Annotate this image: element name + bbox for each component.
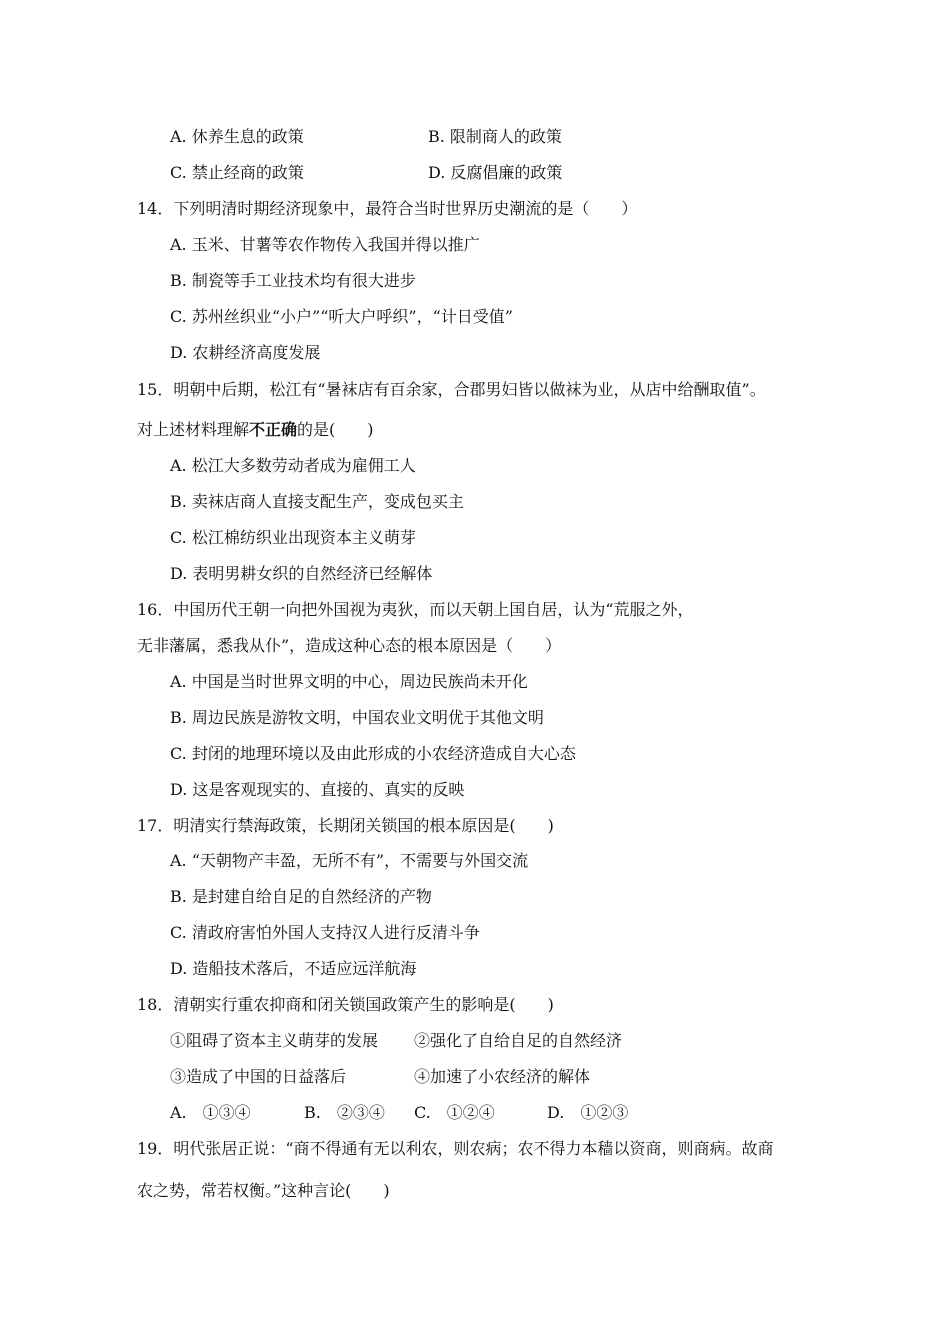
q15-stem-line2	[137, 419, 374, 441]
q17-option-c: C. 清政府害怕外国人支持汉人进行反清斗争	[170, 923, 480, 942]
q14-option-a: A. 玉米、甘薯等农作物传入我国并得以推广	[170, 235, 480, 254]
q15-stem-pre: 对上述材料理解	[137, 420, 250, 439]
q16-option-b: B. 周边民族是游牧文明，中国农业文明优于其他文明	[170, 708, 544, 727]
q18-option-c: C. ①②④	[414, 1103, 495, 1122]
q19-stem-line1: 19．明代张居正说：“商不得通有无以利农，则农病；农不得力本穑以资商，则商病。故商	[137, 1139, 774, 1158]
q15-option-d: D. 表明男耕女织的自然经济已经解体	[170, 564, 433, 583]
q16-option-a: A. 中国是当时世界文明的中心，周边民族尚未开化	[170, 672, 528, 691]
q17-stem: 17．明清实行禁海政策，长期闭关锁国的根本原因是( )	[137, 816, 554, 835]
q13-option-c: C. 禁止经商的政策	[170, 163, 304, 182]
q14-stem: 14．下列明清时期经济现象中，最符合当时世界历史潮流的是（ ）	[137, 199, 638, 218]
q18-item-3: ③造成了中国的日益落后	[170, 1067, 347, 1086]
q13-option-d: D. 反腐倡廉的政策	[428, 163, 563, 182]
q15-stem-post: 的是( )	[297, 420, 374, 439]
q19-stem-line2: 农之势，常若权衡。”这种言论( )	[137, 1181, 390, 1200]
q15-stem-line1: 15．明朝中后期，松江有“暑袜店有百余家，合郡男妇皆以做袜为业，从店中给酬取值”。	[137, 380, 766, 399]
q16-stem-line2: 无非藩属，悉我从仆”，造成这种心态的根本原因是（ ）	[137, 636, 562, 655]
q14-option-c: C. 苏州丝织业“小户”“听大户呼织”，“计日受值”	[170, 307, 513, 326]
q18-option-b: B. ②③④	[304, 1103, 385, 1122]
q15-option-a: A. 松江大多数劳动者成为雇佣工人	[170, 456, 416, 475]
q18-item-2: ②强化了自给自足的自然经济	[414, 1031, 623, 1050]
q18-item-1: ①阻碍了资本主义萌芽的发展	[170, 1031, 379, 1050]
q15-stem-bold: 不正确	[249, 420, 298, 439]
q18-option-d: D. ①②③	[547, 1103, 629, 1122]
q16-option-c: C. 封闭的地理环境以及由此形成的小农经济造成自大心态	[170, 744, 576, 763]
q15-option-c: C. 松江棉纺织业出现资本主义萌芽	[170, 528, 416, 547]
q17-option-d: D. 造船技术落后，不适应远洋航海	[170, 959, 417, 978]
q16-stem-line1: 16．中国历代王朝一向把外国视为夷狄，而以天朝上国自居，认为“荒服之外，	[137, 600, 694, 619]
q14-option-b: B. 制瓷等手工业技术均有很大进步	[170, 271, 416, 290]
q17-option-b: B. 是封建自给自足的自然经济的产物	[170, 887, 432, 906]
q15-option-b: B. 卖袜店商人直接支配生产，变成包买主	[170, 492, 464, 511]
q14-option-d: D. 农耕经济高度发展	[170, 343, 321, 362]
q13-option-a: A. 休养生息的政策	[170, 127, 304, 146]
q18-stem: 18．清朝实行重农抑商和闭关锁国政策产生的影响是( )	[137, 995, 554, 1014]
q17-option-a: A. “天朝物产丰盈，无所不有”，不需要与外国交流	[170, 851, 529, 870]
q18-item-4: ④加速了小农经济的解体	[414, 1067, 591, 1086]
q16-option-d: D. 这是客观现实的、直接的、真实的反映	[170, 780, 465, 799]
q18-option-a: A. ①③④	[170, 1103, 251, 1122]
q13-option-b: B. 限制商人的政策	[428, 127, 562, 146]
